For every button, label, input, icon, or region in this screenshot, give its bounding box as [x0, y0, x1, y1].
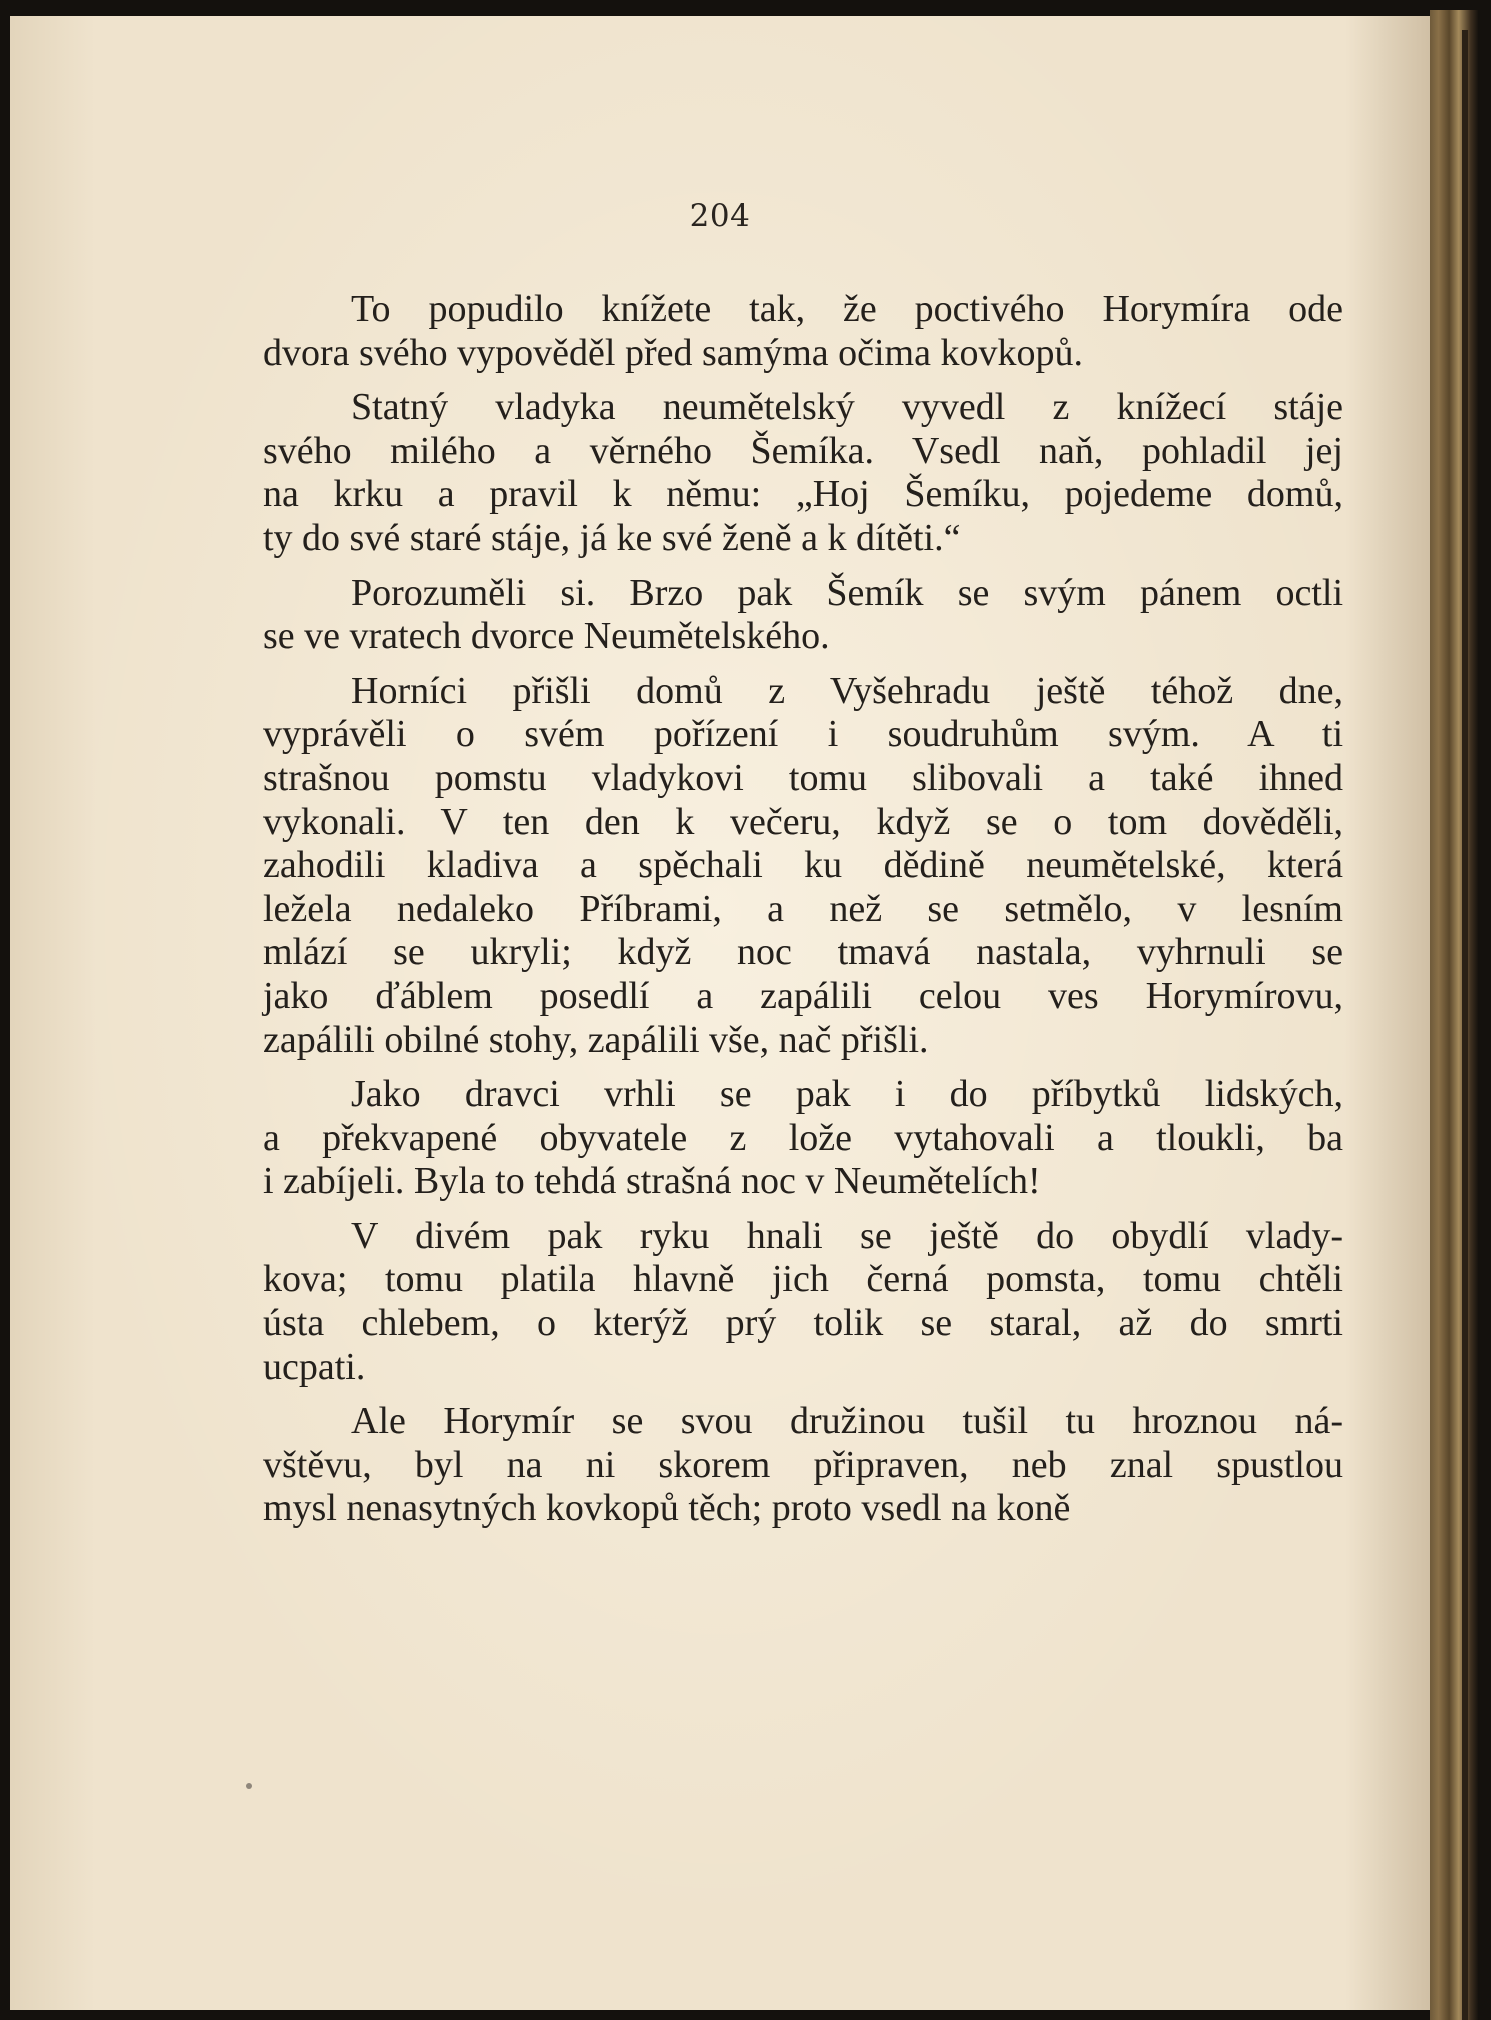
text-line: jako ďáblem posedlí a zapálili celou ves Horymírovu, — [263, 974, 1343, 1017]
text-line: mysl nenasytných kovkopů těch; proto vsedl na koně — [263, 1487, 1071, 1530]
text-line: V divém pak ryku hnali se ještě do obydlí vlady- — [351, 1214, 1343, 1257]
book-spine-edge — [1462, 30, 1468, 2020]
text-line: Jako dravci vrhli se pak i do příbytků lidských, — [351, 1073, 1343, 1116]
text-line: a překvapené obyvatele z lože vytahovali a tloukli, ba — [263, 1116, 1343, 1159]
text-line: svého milého a věrného Šemíka. Vsedl naň, pohladil jej — [263, 429, 1343, 472]
text-line: i zabíjeli. Byla to tehdá strašná noc v Neumětelích! — [263, 1160, 1041, 1203]
text-line: se ve vratech dvorce Neumětelského. — [263, 615, 830, 658]
text-line: kova; tomu platila hlavně jich černá pomsta, tomu chtěli — [263, 1258, 1343, 1301]
paragraph — [263, 1073, 1343, 1204]
book-spine — [1430, 10, 1478, 2020]
text-line: ústa chlebem, o kterýž prý tolik se staral, až do smrti — [263, 1302, 1343, 1345]
text-line: ty do své staré stáje, já ke své ženě a k dítěti.“ — [263, 516, 961, 559]
paragraph — [263, 670, 1343, 1062]
text-line: dvora svého vypověděl před samýma očima kovkopů. — [263, 331, 1083, 374]
text-line: Ale Horymír se svou družinou tušil tu hroznou ná- — [351, 1400, 1343, 1443]
text-line: ucpati. — [263, 1345, 366, 1388]
text-line: strašnou pomstu vladykovi tomu slibovali a také ihned — [263, 756, 1343, 799]
text-line: ležela nedaleko Příbrami, a než se setmělo, v lesním — [263, 887, 1343, 930]
text-line: Statný vladyka neumětelský vyvedl z knížecí stáje — [351, 386, 1343, 429]
paragraph — [263, 1215, 1343, 1389]
paragraph — [263, 386, 1343, 560]
body-text — [263, 288, 1343, 1531]
text-line: Horníci přišli domů z Vyšehradu ještě téhož dne, — [351, 669, 1343, 712]
paragraph — [263, 572, 1343, 659]
paragraph — [263, 1400, 1343, 1531]
text-line: vyprávěli o svém pořízení i soudruhům svým. A ti — [263, 713, 1343, 756]
text-line: na krku a pravil k němu: „Hoj Šemíku, pojedeme domů, — [263, 473, 1343, 516]
ink-speck — [246, 1783, 252, 1789]
text-line: To popudilo knížete tak, že poctivého Horymíra ode — [351, 288, 1343, 330]
text-line: vštěvu, byl na ni skorem připraven, neb znal spustlou — [263, 1443, 1343, 1486]
text-line: zahodili kladiva a spěchali ku dědině neumětelské, která — [263, 844, 1343, 887]
page-number: 204 — [689, 198, 751, 234]
book-page — [10, 16, 1430, 2010]
text-line: Porozuměli si. Brzo pak Šemík se svým pánem octli — [351, 571, 1343, 614]
text-line: zapálili obilné stohy, zapálili vše, nač přišli. — [263, 1018, 929, 1061]
text-line: vykonali. V ten den k večeru, když se o tom dověděli, — [263, 800, 1343, 843]
paragraph — [263, 288, 1343, 375]
text-line: mlází se ukryli; když noc tmavá nastala, vyhrnuli se — [263, 931, 1343, 974]
